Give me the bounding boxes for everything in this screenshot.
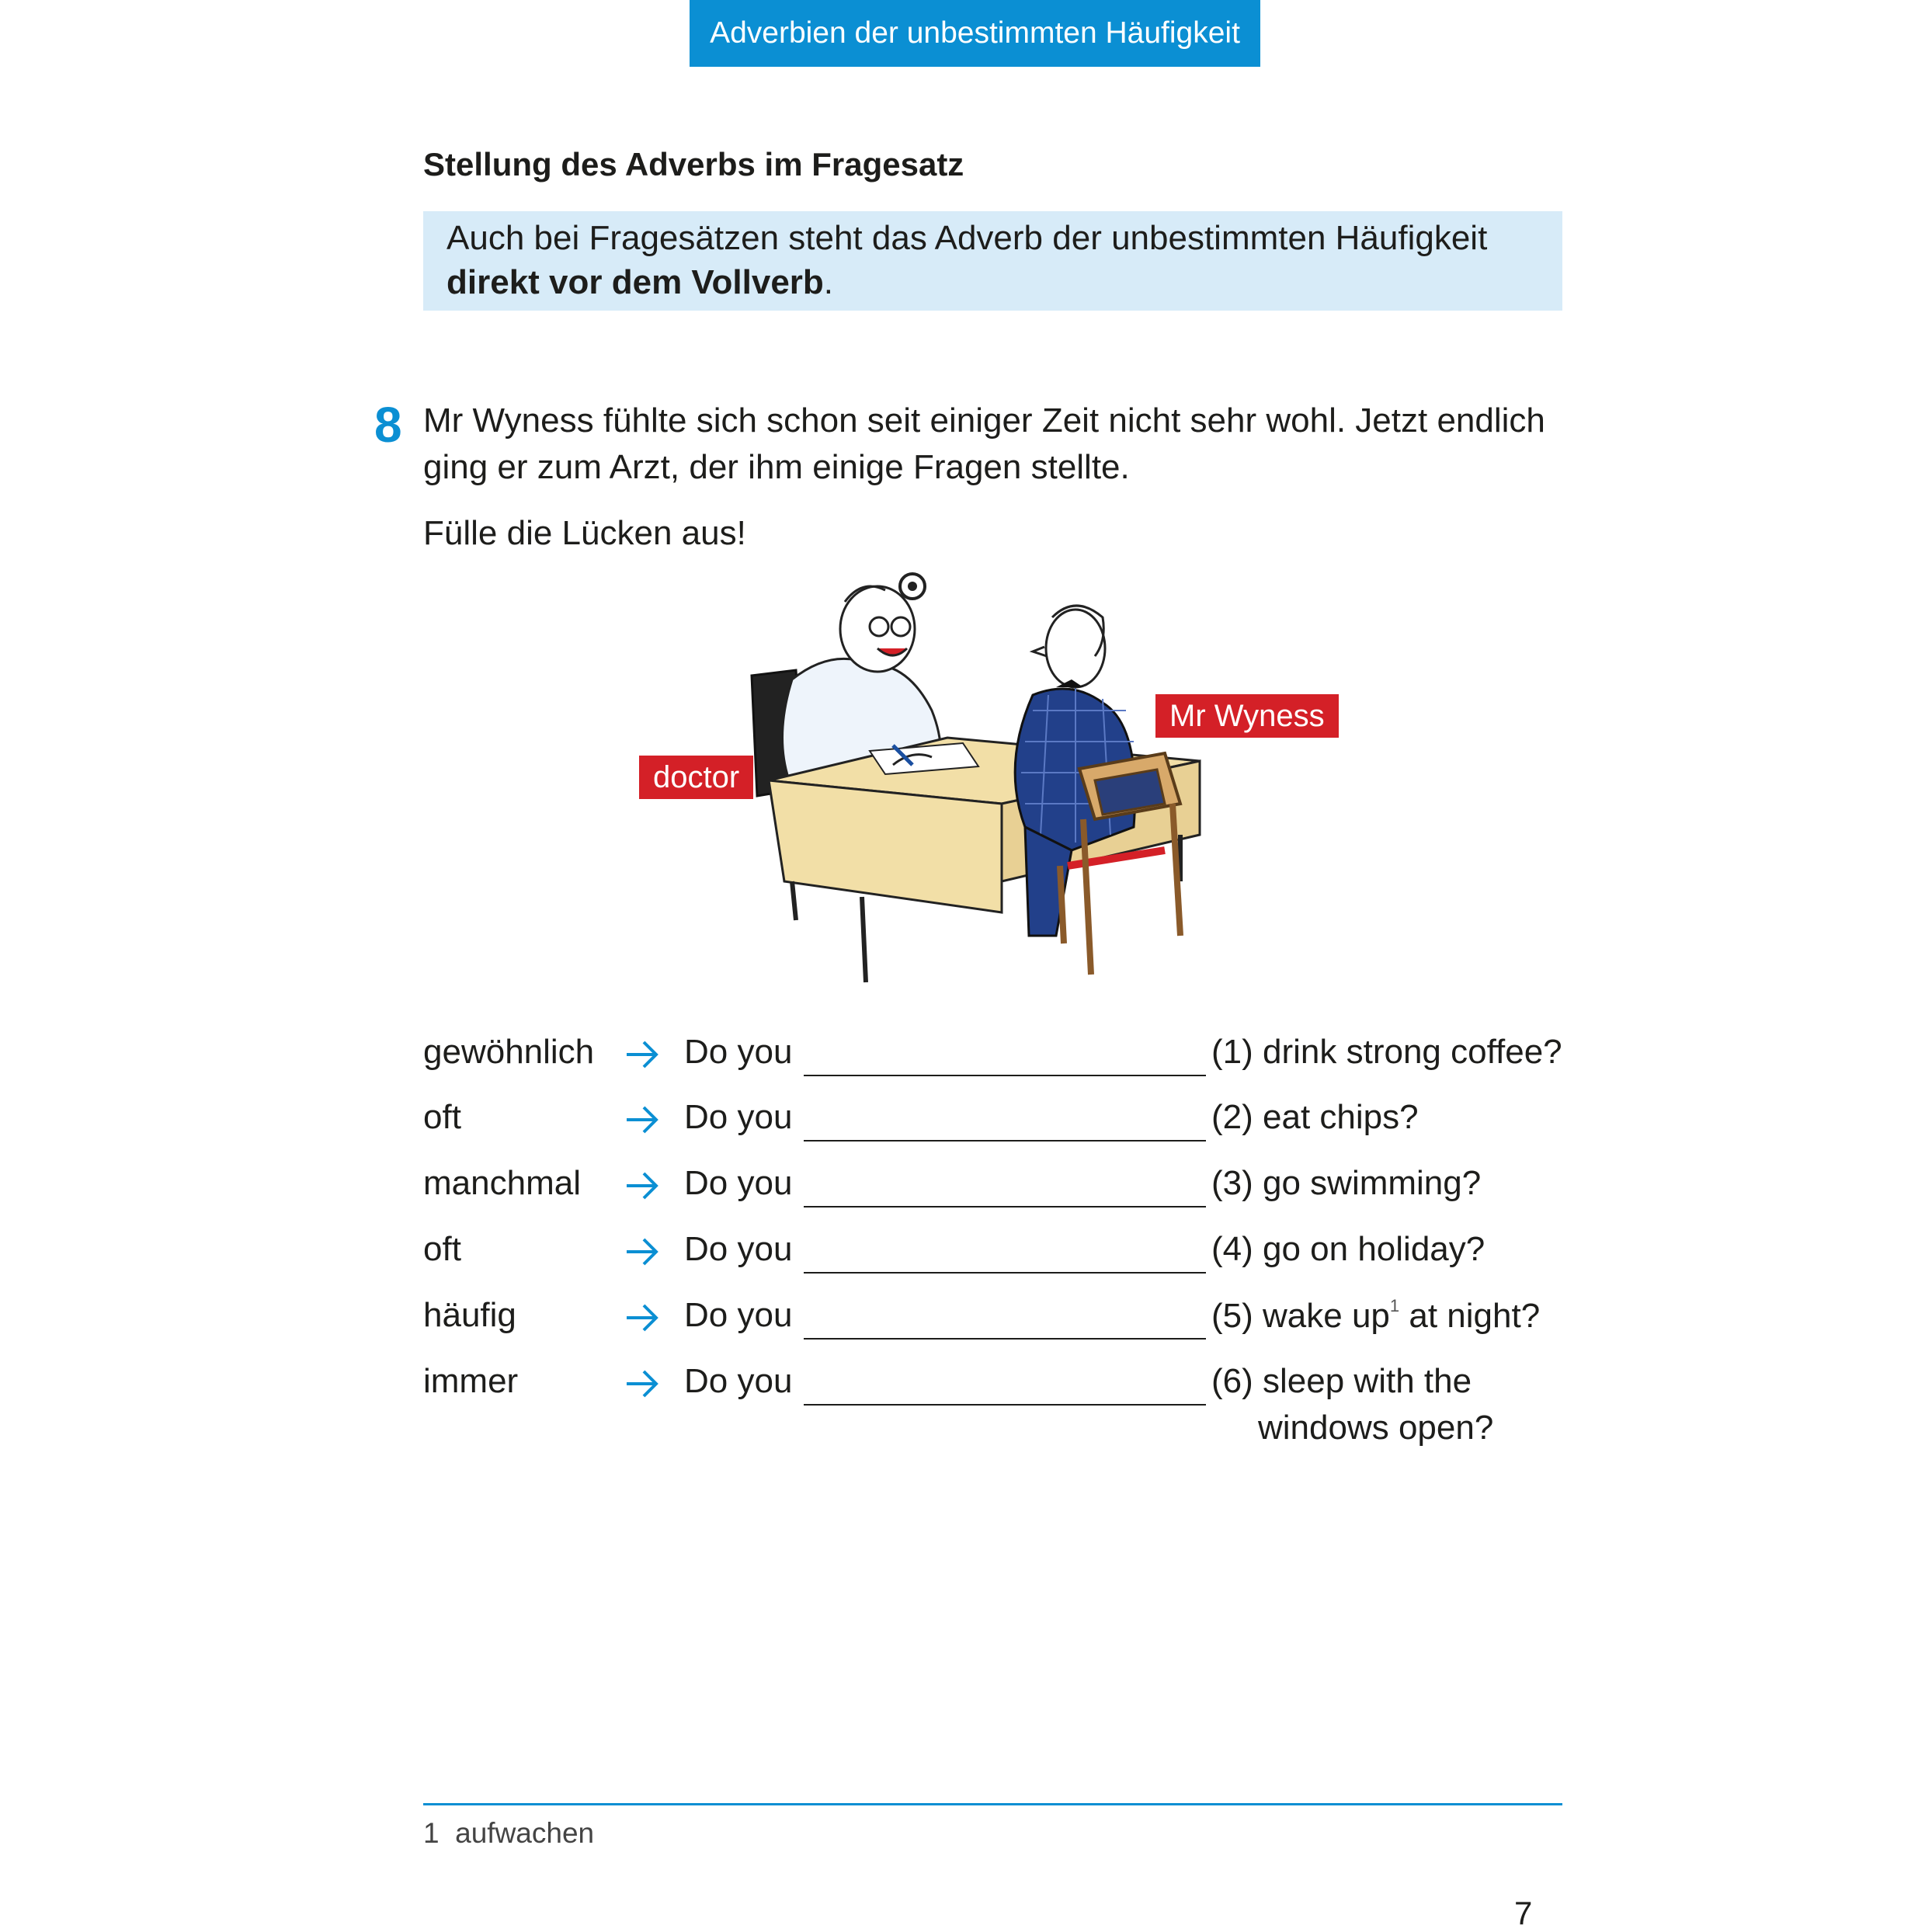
prompt: Do you	[684, 1296, 793, 1334]
page-number: 7	[1514, 1895, 1533, 1931]
prompt: Do you	[684, 1098, 793, 1136]
question-text: (4) go on holiday?	[1211, 1230, 1485, 1268]
prompt: Do you	[684, 1164, 793, 1202]
arrow-right-icon	[624, 1039, 661, 1070]
doctor-label: doctor	[639, 756, 753, 799]
arrow-right-icon	[624, 1170, 661, 1201]
exercise-row-3	[423, 1164, 1565, 1218]
arrow-right-icon	[624, 1236, 661, 1267]
footnote-ref: 1	[1389, 1296, 1400, 1315]
chapter-tab: Adverbien der unbestimmten Häufigkeit	[690, 0, 1260, 67]
footnote-divider	[423, 1803, 1562, 1805]
adverb: oft	[423, 1230, 461, 1268]
answer-blank[interactable]	[804, 1206, 1206, 1208]
footnote	[423, 1817, 594, 1850]
rule-text: Auch bei Fragesätzen steht das Adverb der unbestimmten Häufigkeit	[447, 219, 1488, 257]
rule-end: .	[823, 263, 834, 301]
adverb: oft	[423, 1098, 461, 1136]
arrow-right-icon	[624, 1302, 661, 1333]
arrow-right-icon	[624, 1368, 661, 1399]
exercise-instruction: Fülle die Lücken aus!	[423, 514, 746, 552]
footnote-text: aufwachen	[455, 1817, 595, 1849]
answer-blank[interactable]	[804, 1338, 1206, 1340]
exercise-row-6	[423, 1362, 1565, 1471]
question-text: (6) sleep with the	[1211, 1362, 1472, 1400]
question-text: (3) go swimming?	[1211, 1164, 1482, 1202]
exercise-intro: Mr Wyness fühlte sich schon seit einiger Zeit nicht sehr wohl. Jetzt endlich ging er zum Arzt, der ihm einige Fragen stellte.	[423, 401, 1545, 486]
prompt: Do you	[684, 1033, 793, 1071]
answer-blank[interactable]	[804, 1140, 1206, 1141]
exercise-number: 8	[374, 397, 402, 453]
exercise-row-4	[423, 1230, 1565, 1284]
adverb: häufig	[423, 1296, 516, 1334]
exercise-row-2	[423, 1098, 1565, 1152]
adverb: immer	[423, 1362, 519, 1400]
question-text: (1) drink strong coffee?	[1211, 1033, 1562, 1071]
adverb: gewöhnlich	[423, 1033, 595, 1071]
question-text: (2) eat chips?	[1211, 1098, 1419, 1136]
exercise-row-5	[423, 1296, 1565, 1350]
mr-wyness-label: Mr Wyness	[1155, 694, 1339, 738]
rule-box	[423, 211, 1562, 311]
question-post: at night?	[1399, 1297, 1541, 1335]
question-pre: (5) wake up	[1211, 1297, 1390, 1335]
exercise-row-1	[423, 1033, 1565, 1087]
prompt: Do you	[684, 1230, 793, 1268]
rule-bold: direkt vor dem Vollverb	[447, 263, 824, 301]
answer-blank[interactable]	[804, 1272, 1206, 1274]
question-text	[1211, 1296, 1540, 1336]
prompt: Do you	[684, 1362, 793, 1400]
answer-blank[interactable]	[804, 1404, 1206, 1406]
arrow-right-icon	[624, 1104, 661, 1135]
section-title: Stellung des Adverbs im Fragesatz	[423, 146, 964, 182]
adverb: manchmal	[423, 1164, 581, 1202]
answer-blank[interactable]	[804, 1075, 1206, 1076]
question-continuation: windows open?	[1258, 1409, 1494, 1447]
footnote-number: 1	[423, 1817, 440, 1849]
